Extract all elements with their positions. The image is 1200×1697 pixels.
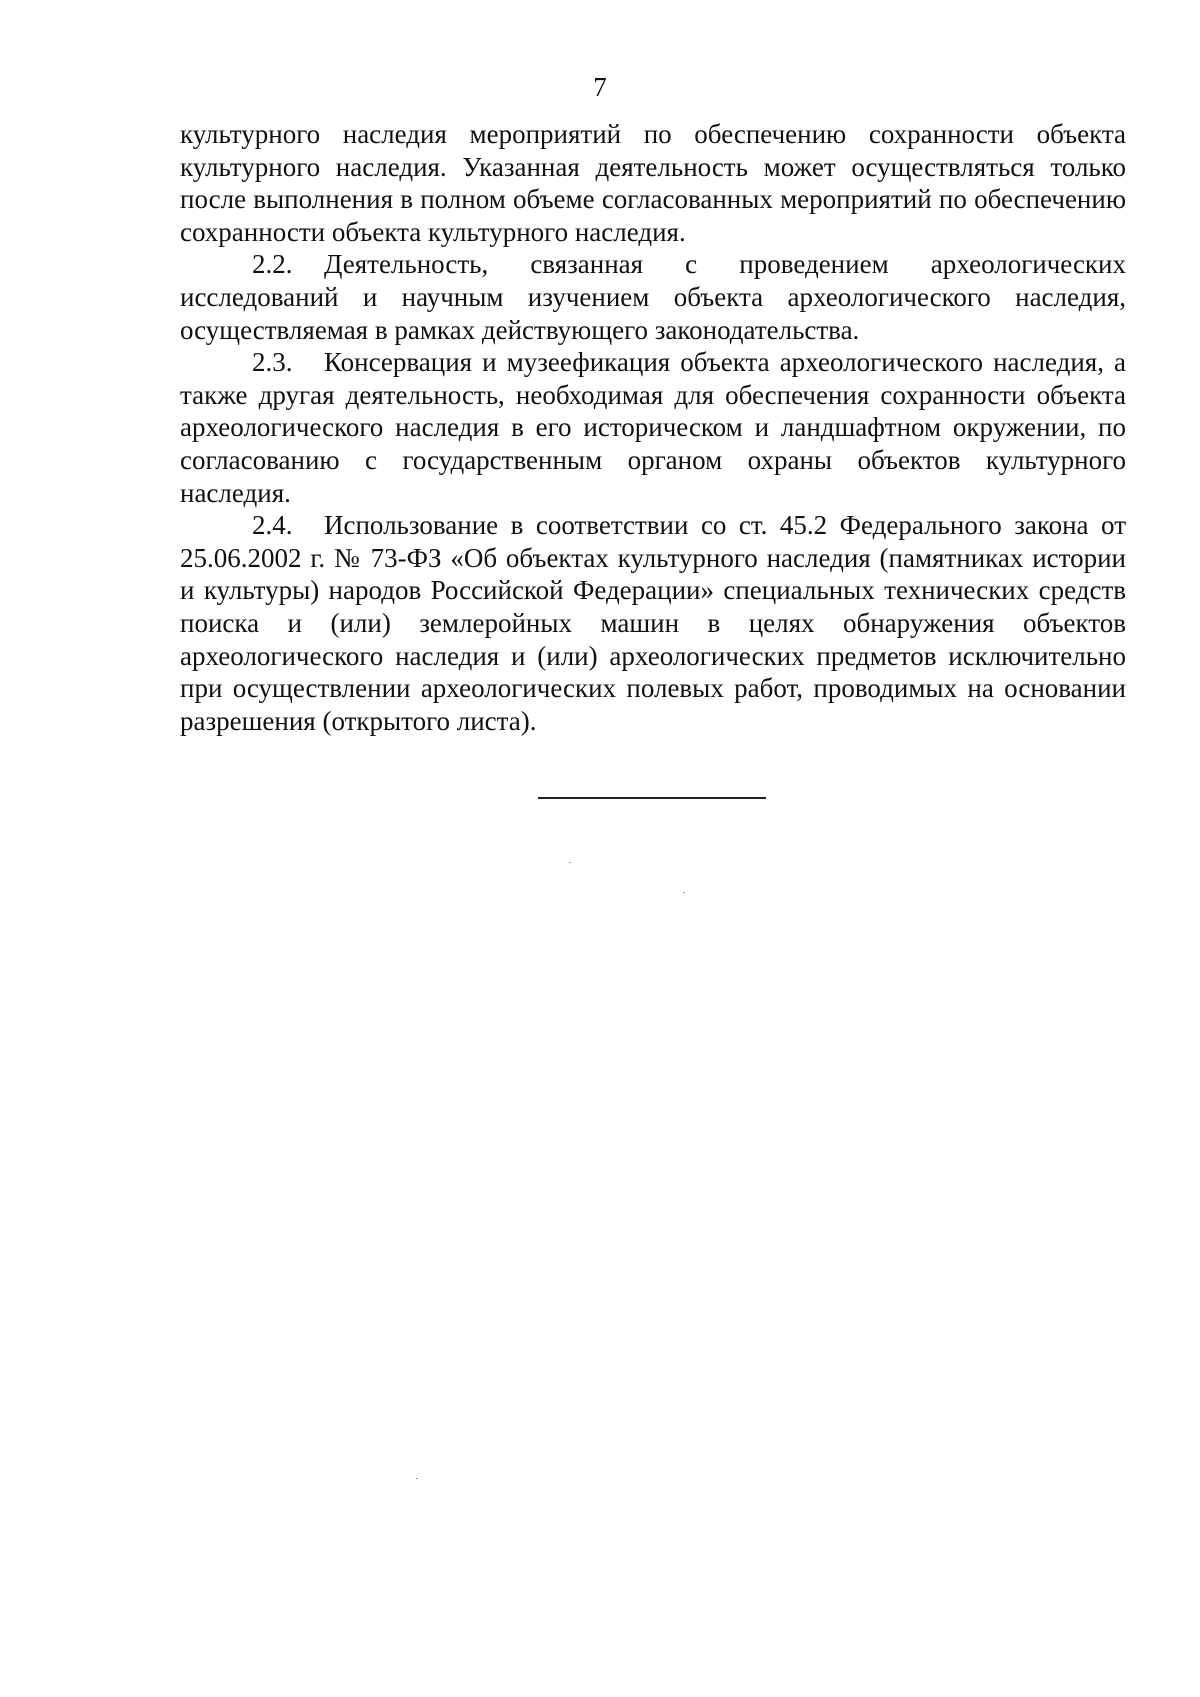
- paragraph-continuation: [180, 118, 1126, 248]
- page-number: 7: [593, 72, 607, 102]
- scan-speck: [416, 1478, 418, 1479]
- clause-2-3: [180, 346, 1126, 509]
- end-of-document-rule: [538, 797, 766, 799]
- clause-2-2: [180, 248, 1126, 346]
- scan-speck: [569, 862, 571, 863]
- clause-number: 2.3.: [252, 347, 293, 378]
- document-body: [180, 118, 1126, 737]
- clause-number: 2.4.: [252, 510, 293, 541]
- clause-text: Деятельность, связанная с проведением археологических исследований и научным изучением объекта археологического наследия, осуществляемая в рамках действующего законодательства.: [180, 249, 1126, 345]
- clause-text: Консервация и музеефикация объекта археологического наследия, а также другая деятельность, необходимая для обеспечения сохранности объекта археологического наследия в его историческом и ландшафтном окружении, по согласованию с государственным органом охраны объектов культурного наследия.: [180, 347, 1126, 508]
- scan-speck: [683, 892, 685, 893]
- clause-2-4: [180, 509, 1126, 737]
- paragraph-text: культурного наследия мероприятий по обеспечению сохранности объекта культурного наследия. Указанная деятельность может осуществляться только после выполнения в полном объеме согласованных мероприятий по обеспечению сохранности объекта культурного наследия.: [180, 119, 1126, 247]
- clause-text: Использование в соответствии со ст. 45.2 Федерального закона от 25.06.2002 г. № 73-ФЗ «Об объектах культурного наследия (памятниках истории и культуры) народов Российской Федерации» специальных технических средств поиска и (или) землеройных машин в целях обнаружения объектов археологического наследия и (или) археологических предметов исключительно при осуществлении археологических полевых работ, проводимых на основании разрешения (открытого листа).: [180, 510, 1126, 736]
- clause-number: 2.2.: [252, 249, 293, 280]
